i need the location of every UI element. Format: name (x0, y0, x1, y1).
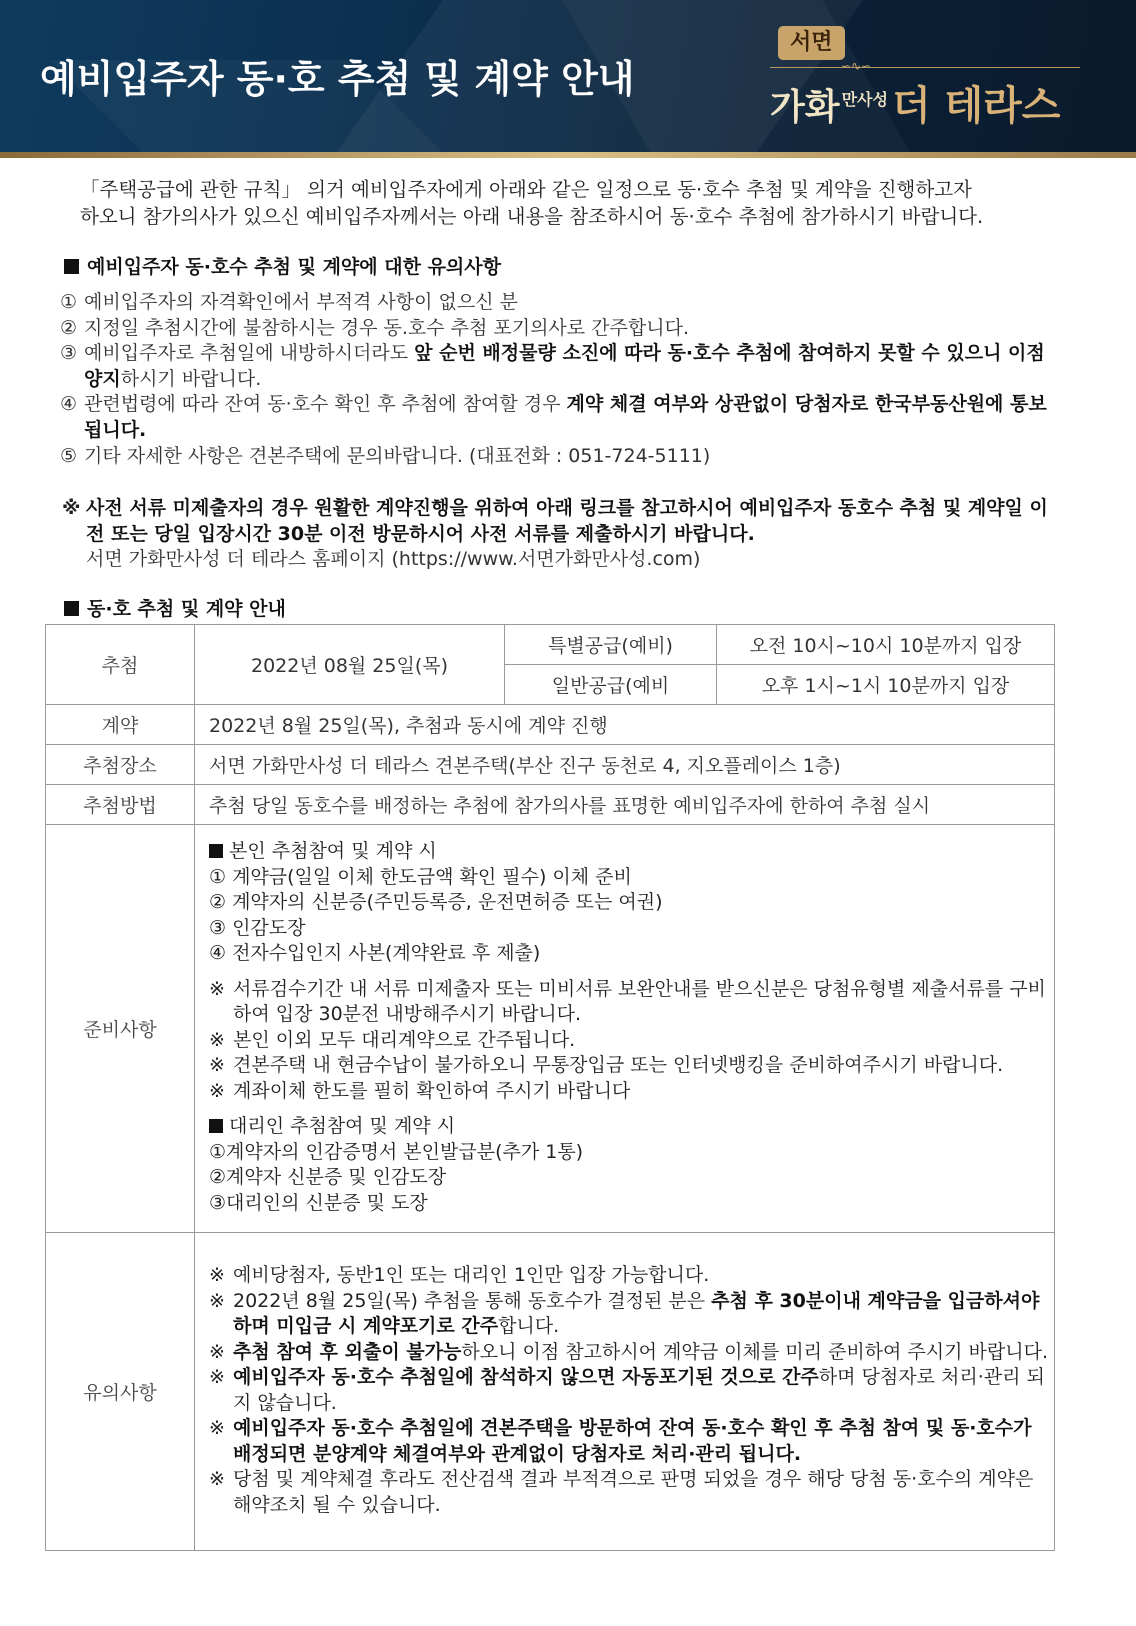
list-item: ①계약자의 인감증명서 본인발급분(추가 1통) (209, 1140, 584, 1163)
subsection-title (209, 1114, 1054, 1140)
subsection-title (209, 839, 1054, 865)
entry-time: 오전 10시~10시 10분까지 입장 (717, 625, 1055, 665)
note-text: 견본주택 내 현금수납이 불가하오니 무통장입금 또는 인터넷뱅킹을 준비하여주시기 바랍니다. (233, 1054, 1004, 1076)
page-title: 예비입주자 동·호 추첨 및 계약 안내 (40, 57, 635, 101)
table-row (46, 1233, 1055, 1551)
draw-date: 2022년 08월 25일(목) (195, 625, 505, 705)
list-note (209, 1028, 1054, 1054)
list-note (209, 1340, 1054, 1366)
caution-cell (195, 1233, 1055, 1551)
subsection-title-text: 본인 추첨참여 및 계약 시 (229, 840, 437, 862)
section-heading (64, 594, 286, 621)
row-label: 추첨장소 (46, 745, 195, 785)
row-value: 추첨 당일 동호수를 배정하는 추첨에 참가의사를 표명한 예비입주자에 한하여 추첨 실시 (195, 785, 1055, 825)
reference-mark-icon: ※ (209, 977, 225, 1000)
list-note (209, 1416, 1054, 1467)
item-text: 예비입주자로 추첨일에 내방하시더라도 (84, 342, 415, 365)
square-bullet-icon (209, 1119, 223, 1133)
row-value: 서면 가화만사성 더 테라스 견본주택(부산 진구 동천로 4, 지오플레이스 1층) (195, 745, 1055, 785)
gold-divider (0, 152, 1136, 158)
prep-cell (195, 825, 1055, 1233)
reference-mark-icon: ※ (209, 1468, 225, 1490)
reference-mark-icon: ※ (62, 497, 81, 519)
list-item: ① 계약금(일일 이체 한도금액 확인 필수) 이체 준비 (209, 865, 632, 888)
reference-mark-icon: ※ (209, 1366, 225, 1388)
item-number: ③ (60, 342, 78, 365)
warning-row (62, 496, 1062, 547)
square-bullet-icon (64, 259, 79, 274)
list-item (60, 444, 1060, 470)
table-row (46, 825, 1055, 1233)
item-text: 지정일 추첨시간에 불참하시는 경우 동.호수 추첨 포기의사로 간주합니다. (84, 316, 689, 339)
brand-name-part: 더 테라스 (891, 83, 1061, 129)
item-number: ⑤ (60, 444, 78, 467)
list-item (60, 290, 1060, 316)
document-warning (62, 496, 1062, 573)
row-label: 계약 (46, 705, 195, 745)
table-row (46, 705, 1055, 745)
list-item: ②계약자 신분증 및 인감도장 (209, 1166, 447, 1188)
brand-badge: 서면 (778, 26, 845, 60)
list-item (60, 341, 1060, 392)
note-text: 하오니 이점 참고하시어 계약금 이체를 미리 준비하여 주시기 바랍니다. (461, 1340, 1048, 1363)
schedule-table (45, 624, 1055, 1551)
note-emphasis: 예비입주자 동·호수 추첨일에 참석하지 않으면 자동포기된 것으로 간주 (233, 1366, 819, 1388)
list-item: ② 계약자의 신분증(주민등록증, 운전면허증 또는 여권) (209, 891, 663, 913)
square-bullet-icon (209, 844, 223, 858)
item-emphasis: 계약 체결 여부와 상관없이 당첨자로 한국부동산원에 통보됩니다. (84, 393, 1047, 441)
note-text: 당첨 및 계약체결 후라도 전산검색 결과 부적격으로 판명 되었을 경우 해당 당첨 동·호수의 계약은 해약조치 될 수 있습니다. (233, 1468, 1034, 1516)
notice-list (60, 290, 1060, 469)
list-note (209, 977, 1054, 1028)
supply-type: 특별공급(예비) (505, 625, 717, 665)
list-item: ③대리인의 신분증 및 도장 (209, 1191, 428, 1214)
reference-mark-icon: ※ (209, 1289, 225, 1312)
homepage-link[interactable]: 서면 가화만사성 더 테라스 홈페이지 (https://www.서면가화만사성.com) (86, 548, 701, 571)
table-row (46, 745, 1055, 785)
reference-mark-icon: ※ (209, 1264, 225, 1286)
row-value: 2022년 8월 25일(목), 추첨과 동시에 계약 진행 (195, 705, 1055, 745)
item-text: 하시기 바랍니다. (120, 367, 262, 390)
note-text: 본인 이외 모두 대리계약으로 간주됩니다. (233, 1028, 576, 1051)
subsection-title-text: 대리인 추첨참여 및 계약 시 (229, 1115, 456, 1137)
reference-mark-icon: ※ (209, 1417, 225, 1439)
item-number: ④ (60, 393, 78, 416)
spacer (209, 1104, 1054, 1114)
reference-mark-icon: ※ (209, 1340, 225, 1363)
brand-name (770, 74, 1060, 131)
brand-logo (770, 22, 1100, 132)
list-note (209, 1263, 1054, 1289)
note-text: 2022년 8월 25일(목) 추첨을 통해 동호수가 결정된 분은 (233, 1289, 712, 1312)
intro-text (80, 176, 1070, 230)
item-text: 예비입주자의 자격확인에서 부적격 사항이 없으신 분 (84, 291, 518, 313)
note-text: 예비당첨자, 동반1인 또는 대리인 1인만 입장 가능합니다. (233, 1264, 710, 1286)
table-row (46, 785, 1055, 825)
row-label: 준비사항 (46, 825, 195, 1233)
item-text: 기타 자세한 사항은 견본주택에 문의바랍니다. (대표전화 : 051-724-5111) (84, 444, 711, 467)
list-item (60, 316, 1060, 342)
supply-type: 일반공급(예비 (505, 665, 717, 705)
item-number: ① (60, 291, 78, 313)
list-item: ③ 인감도장 (209, 916, 306, 939)
note-text: 합니다. (498, 1315, 560, 1337)
item-number: ② (60, 316, 78, 339)
row-label: 추첨 (46, 625, 195, 705)
note-emphasis: 예비입주자 동·호수 추첨일에 견본주택을 방문하여 잔여 동·호수 확인 후 추첨 참여 및 동·호수가 배정되면 분양계약 체결여부와 관계없이 당첨자로 처리·관리 됩니다. (233, 1417, 1032, 1465)
ornament-icon: ∽∿∽ (840, 59, 872, 73)
section-title: 예비입주자 동·호수 추첨 및 계약에 대한 유의사항 (87, 256, 501, 278)
item-text: 관련법령에 따라 잔여 동·호수 확인 후 추첨에 참여할 경우 (84, 393, 567, 416)
list-note (209, 1289, 1054, 1340)
note-emphasis: 추첨 참여 후 외출이 불가능 (233, 1340, 462, 1363)
reference-mark-icon: ※ (209, 1079, 225, 1102)
intro-line: 「주택공급에 관한 규칙」 의거 예비입주자에게 아래와 같은 일정으로 동·호수 추첨 및 계약을 진행하고자 (80, 178, 972, 201)
note-emphasis: 추첨 후 30분이내 계약금을 입금하셔야 하며 미입금 시 계약포기로 간주 (233, 1289, 1040, 1337)
list-note (209, 1079, 1054, 1105)
brand-name-part: 가화 (770, 87, 840, 128)
intro-line: 하오니 참가의사가 있으신 예비입주자께서는 아래 내용을 참조하시어 동·호수 추첨에 참가하시기 바랍니다. (80, 205, 984, 228)
note-text: 하며 당첨자로 처리·관리 되지 않습니다. (233, 1366, 1045, 1414)
table-row (46, 625, 1055, 665)
brand-name-part: 만사성 (841, 90, 888, 109)
header-banner (0, 0, 1136, 158)
warning-text: 사전 서류 미제출자의 경우 원활한 계약진행을 위하여 아래 링크를 참고하시어 예비입주자 동호수 추첨 및 계약일 이전 또는 당일 입장시간 30분 이전 방문하시어 사전 서류를 제출하시기 바랍니다. (86, 497, 1048, 545)
caution-list (195, 1233, 1054, 1518)
section-heading (64, 252, 501, 279)
item-emphasis: 앞 순번 배정물량 소진에 따라 동·호수 추첨에 참여하지 못할 수 있으니 이점 양지 (84, 342, 1045, 390)
square-bullet-icon (64, 601, 79, 616)
prep-list (195, 825, 1054, 1216)
spacer (209, 967, 1054, 977)
brand-divider (770, 67, 1080, 68)
reference-mark-icon: ※ (209, 1054, 225, 1076)
list-note (209, 1467, 1054, 1518)
row-label: 유의사항 (46, 1233, 195, 1551)
entry-time: 오후 1시~1시 10분까지 입장 (717, 665, 1055, 705)
section-title: 동·호 추첨 및 계약 안내 (87, 598, 286, 620)
note-text: 서류검수기간 내 서류 미제출자 또는 미비서류 보완안내를 받으신분은 당첨유형별 제출서류를 구비하여 입장 30분전 내방해주시기 바랍니다. (233, 977, 1046, 1025)
list-item: ④ 전자수입인지 사본(계약완료 후 제출) (209, 942, 541, 964)
row-label: 추첨방법 (46, 785, 195, 825)
note-text: 계좌이체 한도를 필히 확인하여 주시기 바랍니다 (233, 1079, 631, 1102)
list-item (60, 392, 1060, 443)
reference-mark-icon: ※ (209, 1028, 225, 1051)
list-note (209, 1053, 1054, 1079)
list-note (209, 1365, 1054, 1416)
